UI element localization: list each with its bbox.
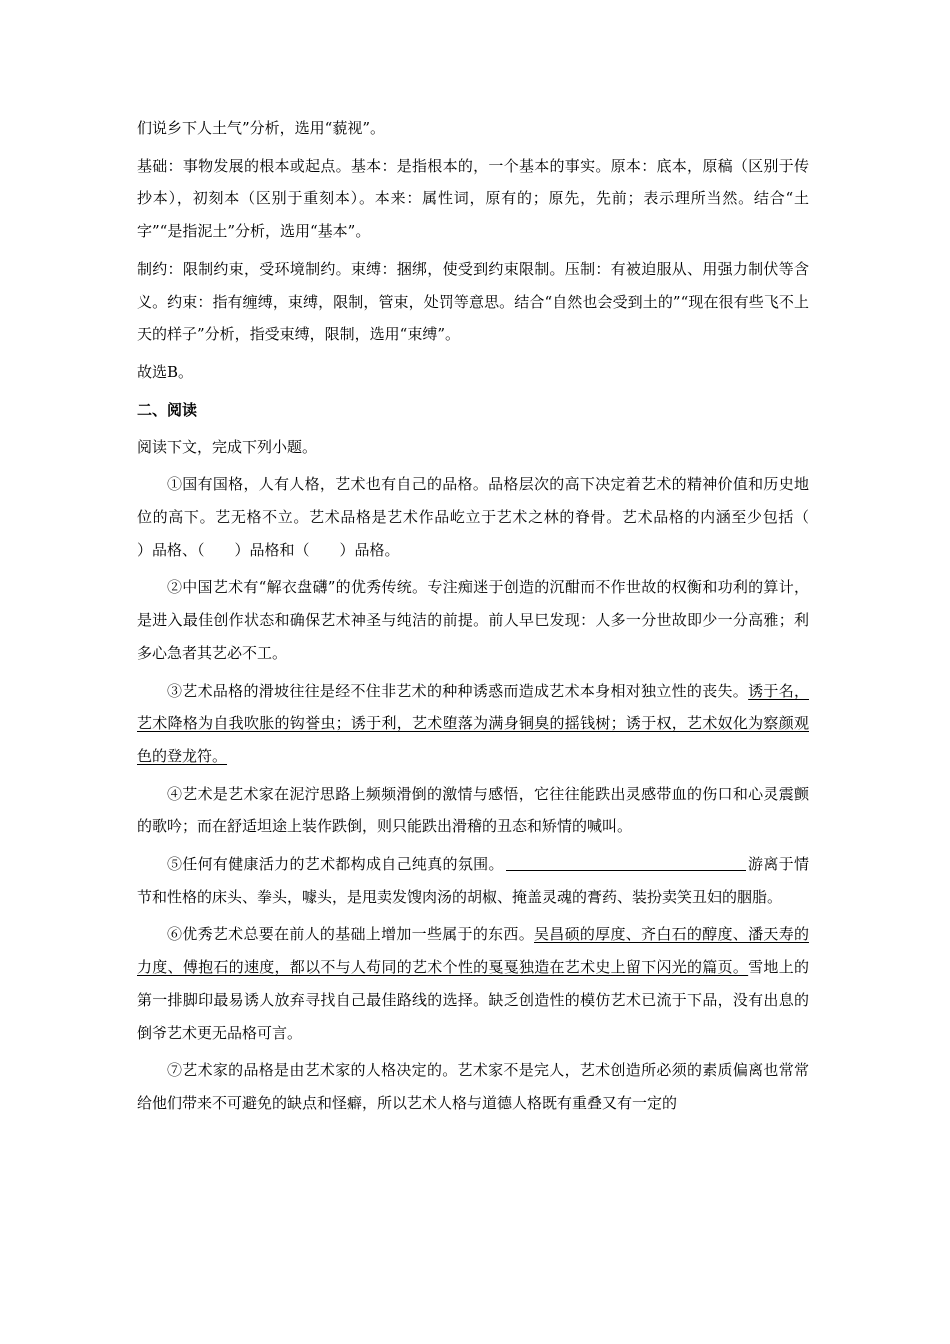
explanation-continuation: 们说乡下人土气”分析，选用“藐视”。 [137,119,386,137]
passage-paragraph-3 [137,675,809,773]
paragraph-3-underlined-text: 诱于名，艺术降格为自我吹胀的钩誉虫；诱于利，艺术堕落为满身铜臭的摇钱树；诱于权，艺术奴化为察颜观色的登龙符。 [137,681,809,765]
fill-in-blank [506,854,746,871]
paragraph-5-text-before: ⑤任何有健康活力的艺术都构成自己纯真的氛围。 [167,855,504,874]
explanation-jichu: 基础：事物发展的根本或起点。基本：是指根本的，一个基本的事实。原本：底本，原稿（区别于传抄本），初刻本（区别于重刻本）。本来：属性词，原有的；原先，先前；表示理所当然。结合“土字”“是指泥土”分析，选用“基本”。 [137,156,809,241]
document-page [137,112,840,1125]
passage-paragraph-2: ②中国艺术有“解衣盘礴”的优秀传统。专注痴迷于创造的沉酣而不作世故的权衡和功利的算计，是进入最佳创作状态和确保艺术神圣与纯洁的前提。前人早巳发现：人多一分世故即少一分高雅；利多心急者其艺必不工。 [137,578,809,662]
passage-paragraph-4: ④艺术是艺术家在泥泞思路上频频滑倒的激情与感悟，它往往能跌出灵感带血的伤口和心灵震颤的歌吟；而在舒适坦途上装作跌倒，则只能跌出滑稽的丑态和矫情的喊叫。 [137,784,809,836]
passage-paragraph-1: ①国有国格，人有人格，艺术也有自己的品格。品格层次的高下决定着艺术的精神价值和历史地位的高下。艺无格不立。艺术品格是艺术作品屹立于艺术之林的脊骨。艺术品格的内涵至少包括（ ）品格、（ ）品格和（ ）品格。 [137,475,840,559]
paragraph-6-underlined-text: 吴昌硕的厚度、齐白石的醇度、潘天寿的力度、傅抱石的速度，都以不与人苟同的艺术个性的戛戛独造在艺术史上留下闪光的篇页。 [137,925,809,977]
answer-conclusion: 故选B。 [137,362,194,381]
paragraph-6-text-start: ⑥优秀艺术总要在前人的基础上增加一些属于的东西。 [167,925,535,944]
paragraph-5-text-after: 游离于情节和性格的床头、拳头，噱头，是甩卖发馊肉汤的胡椒、掩盖灵魂的膏药、装扮卖笑丑妇的胭脂。 [137,855,809,906]
paragraph-3-text: ③艺术品格的滑坡往往是经不住非艺术的种种诱惑而造成艺术本身相对独立性的丧失。 [167,681,749,700]
passage-paragraph-6 [137,918,809,1049]
passage-paragraph-7: ⑦艺术家的品格是由艺术家的人格决定的。艺术家不是完人，艺术创造所必须的素质偏离也常常给他们带来不可避免的缺点和怪癖，所以艺术人格与道德人格既有重叠又有一定的 [137,1061,809,1112]
passage-paragraph-5 [137,848,809,913]
explanation-zhiyue: 制约：限制约束，受环境制约。束缚：捆绑，使受到约束限制。压制：有被迫服从、用强力制伏等含义。约束：指有缠缚，束缚，限制，管束，处罚等意思。结合“自然也会受到土的”“现在很有些飞不上天的样子”分析，指受束缚，限制，选用“束缚”。 [137,259,809,344]
section-heading: 二、阅读 [137,400,198,419]
paragraph-6-text-end: 雪地上的第一排脚印最易诱人放弃寻找自己最佳路线的选择。缺乏创造性的模仿艺术已流于下品，没有出息的倒爷艺术更无品格可言。 [137,958,809,1042]
reading-instruction: 阅读下文，完成下列小题。 [137,437,318,456]
